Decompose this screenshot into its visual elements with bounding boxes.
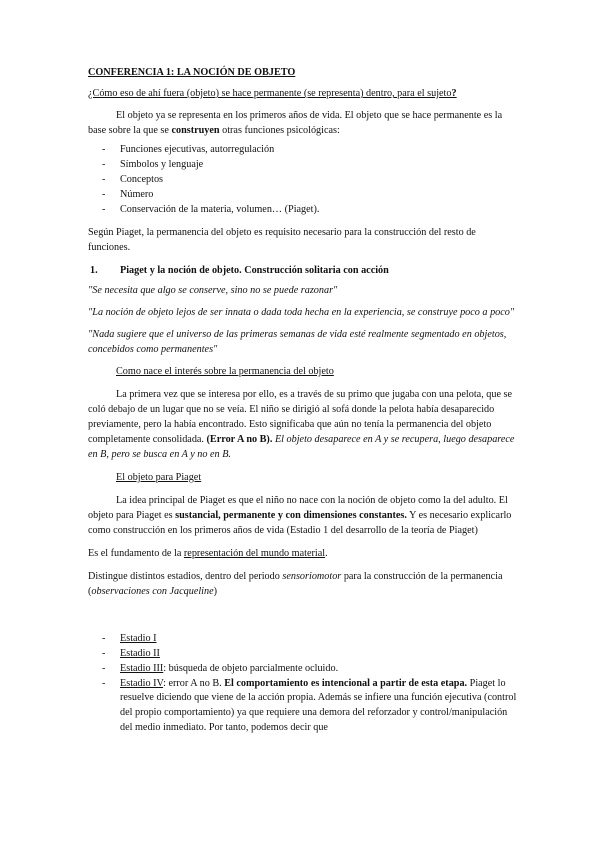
blank-space	[88, 608, 520, 632]
foundation-text-end: .	[325, 547, 328, 559]
guiding-question	[88, 87, 520, 102]
section-heading	[88, 264, 520, 279]
interest-italic: El objeto desaparece en A y se recupera, luego desaparece en B, pero se busca en A y no en B.	[88, 433, 515, 460]
intro-text: El objeto ya se representa en los primeros años de vida. El objeto que se hace permanente es la base sobre la que se	[88, 109, 503, 136]
document-title: CONFERENCIA 1: LA NOCIÓN DE OBJETO	[88, 67, 296, 78]
interest-paragraph	[88, 388, 520, 463]
list-item	[88, 677, 520, 737]
interest-heading: Como nace el interés sobre la permanencia del objeto	[116, 365, 334, 377]
stage-label: Estadio IV	[120, 677, 164, 689]
stage-bold: El comportamiento es intencional a partir de esta etapa.	[224, 677, 468, 689]
list-item: - Funciones ejecutivas, autorregulación	[88, 143, 520, 158]
list-item: - Conceptos	[88, 173, 520, 188]
list-item: - Conservación de la materia, volumen… (Piaget).	[88, 203, 520, 218]
document-page	[88, 66, 520, 744]
stage-text: : búsqueda de objeto parcialmente ocluido.	[163, 662, 339, 674]
stage-label: Estadio II	[120, 647, 160, 659]
list-item	[88, 632, 520, 647]
quote: "Nada sugiere que el universo de las primeras semanas de vida esté realmente segmentado en objetos, concebidos como permanentes"	[88, 328, 507, 355]
guiding-question-mark: ?	[451, 87, 457, 99]
object-piaget-text-end: Y es necesario explicarlo como construcción en los primeros años de vida (Estadio 1 del desarrollo de la teoría de Piaget)	[88, 509, 512, 536]
object-piaget-text: La idea principal de Piaget es que el niño no nace con la noción de objeto como la del adulto. El objeto para Piaget es	[88, 494, 508, 521]
interest-bold: (Error A no B).	[206, 433, 273, 445]
piaget-note: Según Piaget, la permanencia del objeto es requisito necesario para la construcción del resto de funciones.	[88, 226, 476, 253]
object-piaget-bold: sustancial, permanente y con dimensiones constantes.	[175, 509, 407, 521]
quote: "Se necesita que algo se conserve, sino no se puede razonar"	[88, 284, 338, 296]
stage-label: Estadio I	[120, 632, 157, 644]
stage-label: Estadio III	[120, 662, 164, 674]
interest-text: La primera vez que se interesa por ello, es a través de su primo que jugaba con una pelota, que se coló debajo de un lugar que no se veía. El niño se dirigió al sofá donde la pelota había desaparecido previamente, pero la había encontrado. Esto significaba que aún no tenía la permanencia del objeto completamente consolidada.	[88, 388, 513, 445]
object-piaget-heading: El objeto para Piaget	[116, 471, 202, 483]
stages-intro-middle: para la construcción de la permanencia (	[88, 570, 503, 597]
stages-intro-end: )	[213, 585, 218, 597]
list-item	[88, 647, 520, 662]
section-number: 1.	[90, 264, 98, 276]
foundation-text: Es el fundamento de la	[88, 547, 184, 559]
intro-paragraph	[88, 109, 520, 139]
quote: "La noción de objeto lejos de ser innata o dada toda hecha en la experiencia, se construye poco a poco"	[88, 306, 515, 318]
list-item	[88, 662, 520, 677]
stages-intro-italic2: observaciones con Jacqueline	[91, 585, 214, 597]
intro-bold: construyen	[171, 124, 220, 136]
list-item: - Número	[88, 188, 520, 203]
functions-list	[88, 143, 520, 218]
object-piaget-paragraph	[88, 494, 520, 539]
list-item: - Símbolos y lenguaje	[88, 158, 520, 173]
foundation-paragraph	[88, 547, 520, 562]
foundation-underlined: representación del mundo material	[183, 547, 326, 559]
stage-text-end: Piaget lo resuelve diciendo que viene de la acción propia. Además se infiere una función ejecutiva (control del propio comportamiento) ya que requiere una demora del reforzador y control/manipulación del medio inmediato. Por tanto, podemos decir que	[120, 677, 517, 734]
section-heading-text: Piaget y la noción de objeto. Construcción solitaria con acción	[120, 264, 389, 276]
guiding-question-text: ¿Cómo eso de ahí fuera (objeto) se hace permanente (se representa) dentro, para el sujeto	[88, 87, 452, 99]
stages-intro-text: Distingue distintos estadios, dentro del periodo	[88, 570, 283, 582]
stages-intro	[88, 570, 520, 600]
stage-text: : error A no B.	[163, 677, 225, 689]
stages-list	[88, 632, 520, 737]
intro-text-end: otras funciones psicológicas:	[219, 124, 340, 136]
stages-intro-italic: sensoriomotor	[282, 570, 342, 582]
